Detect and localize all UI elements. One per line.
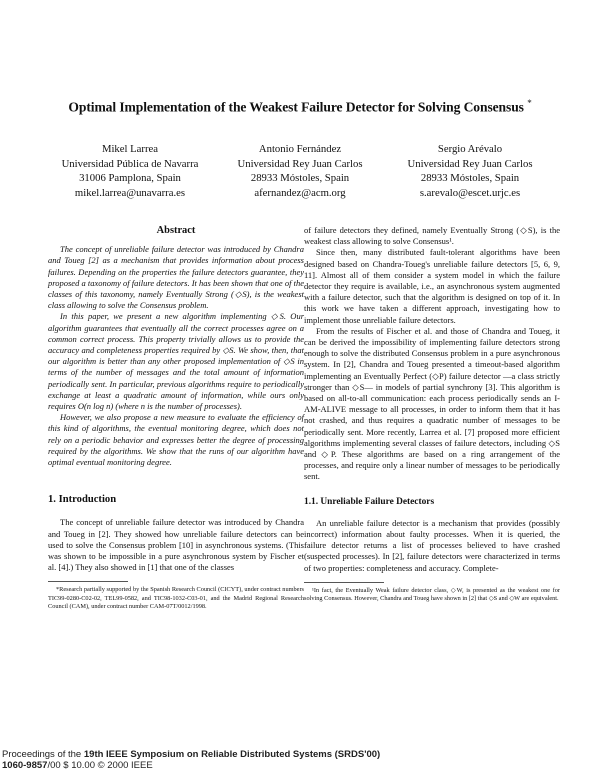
- body-paragraph: From the results of Fischer et al. and those of Chandra and Toueg, it can be derived the impossibility of implementing failure detectors strong enough to solve the distributed Consensus problem in a pure asynchronous system. In [2], Chandra and Toueg presented a timeout-based algorithm implementing an Eventually Perfect (◇P) failure detector —a class strictly stronger than ◇S— in models of partial synchrony [3]. This algorithm is based on all-to-all communication: each process periodically sends an I-AM-ALIVE message to all processes, in order to inform them that it has not crashed, and thus requires a quadratic number of messages to be periodically sent. More recently, Larrea et al. [7] proposed more efficient algorithms implementing several classes of failure detectors, including ◇S and ◇P. These algorithms are based on a ring arrangement of the processes, and require only a linear number of messages to be periodically sent.: [304, 325, 560, 482]
- author-city: 31006 Pamplona, Spain: [79, 172, 181, 184]
- author-email: s.arevalo@escet.urjc.es: [419, 186, 521, 199]
- abstract-section: [48, 225, 304, 468]
- subsection-heading: 1.1. Unreliable Failure Detectors: [304, 496, 435, 507]
- title-text: Optimal Implementation of the Weakest Failure Detector for Solving Consensus: [68, 99, 524, 115]
- right-column: [304, 225, 560, 603]
- paper-title: [30, 98, 570, 116]
- proceedings-footer: [2, 750, 380, 771]
- author-affiliation: Universidad Rey Juan Carlos: [237, 157, 363, 170]
- author-3: [380, 142, 560, 200]
- author-2: [210, 142, 390, 200]
- abstract-heading: Abstract: [156, 225, 196, 236]
- footnote-funding-text: *Research partially supported by the Spanish Research Council (CICYT), under contract numbers TIC99-0280-C02-02, TEL99-0582, and TIC98-1032-C03-01, and the Madrid Regional Research Council (CAM), under contract number CAM-07T/0012/1998.: [48, 586, 304, 610]
- issn: 1060-9857: [2, 759, 48, 771]
- proceedings-venue: 19th IEEE Symposium on Reliable Distributed Systems (SRDS'00): [83, 749, 381, 760]
- author-name: Antonio Fernández: [258, 143, 342, 155]
- author-affiliation: Universidad Rey Juan Carlos: [407, 157, 533, 170]
- price-copyright: /00 $ 10.00 © 2000 IEEE: [47, 759, 153, 771]
- footnote-weak-text: ¹In fact, the Eventually Weak failure detector class, ◇W, is presented as the weakest one for solving Consensus. However, Chandra and Toueg have shown in [2] that ◇S and ◇W are equivalent.: [304, 586, 560, 603]
- left-column: [48, 225, 304, 611]
- abstract-paragraph: In this paper, we present a new algorithm implementing ◇S. Our algorithm guarantees that eventually all the correct processes agree on a common correct process. This property trivially allows us to provide the accuracy and completeness properties required by ◇S. We show, then, that our algorithm is better than any other proposed implementation of ◇S in terms of the number of messages and the total amount of information periodically sent. In particular, previous algorithms require to periodically exchange at least a quadratic amount of information, while ours only requires O(n log n) (where n is the number of processes).: [48, 311, 304, 412]
- footnote-funding: [48, 586, 304, 611]
- abstract-paragraph: The concept of unreliable failure detector was introduced by Chandra and Toueg [2] as a mechanism that provides information about process failures. Depending on the properties the failure detectors guarantee, they proposed a taxonomy of failure detectors. It has been shown that one of the classes of this taxonomy, namely Eventually Strong (◇S), is the weakest class allowing to solve the Consensus problem.: [48, 244, 304, 311]
- author-email: afernandez@acm.org: [254, 186, 346, 199]
- proceedings-prefix: Proceedings of the: [2, 749, 82, 760]
- author-affiliation: Universidad Pública de Navarra: [61, 157, 199, 170]
- subsection-paragraph: An unreliable failure detector is a mechanism that provides (possibly incorrect) information about faulty processes. When it is queried, the failure detector returns a list of processes believed to have crashed (suspected processes). In [2], failure detectors were characterized in terms of two properties: completeness and accuracy. Complete-: [304, 517, 560, 573]
- footnote-divider: [304, 582, 384, 583]
- author-city: 28933 Móstoles, Spain: [250, 172, 350, 184]
- introduction-paragraph: The concept of unreliable failure detector was introduced by Chandra and Toueg in [2]. They showed how unreliable failure detectors can be used to solve the Consensus problem [10] in asynchronous systems. (This was shown to be impossible in a pure asynchronous system by Fischer et al. [4].) They also showed in [1] that one of the classes: [48, 517, 304, 573]
- author-city: 28933 Móstoles, Spain: [420, 172, 520, 184]
- body-paragraph: of failure detectors they defined, namely Eventually Strong (◇S), is the weakest class allowing to solve Consensus¹.: [304, 225, 560, 247]
- author-name: Sergio Arévalo: [437, 143, 503, 155]
- body-paragraph: Since then, many distributed fault-tolerant algorithms have been designed based on Chandra-Toueg's unreliable failure detectors [5, 6, 9, 11]. Almost all of them consider a system model in which the failure detector they require is available, i.e., an asynchronous system augmented with a failure detector, such that the algorithm is designed on top of it. In this work we have taken a different approach, investigating how to implement those unreliable failure detectors.: [304, 247, 560, 325]
- author-email: mikel.larrea@unavarra.es: [74, 186, 186, 199]
- footnote-divider: [48, 581, 128, 582]
- introduction-heading: 1. Introduction: [48, 494, 117, 506]
- author-1: [40, 142, 220, 200]
- author-name: Mikel Larrea: [101, 143, 159, 155]
- footnote-weak: [304, 587, 560, 603]
- title-footnote-mark: *: [527, 98, 532, 108]
- abstract-paragraph: However, we also propose a new measure to evaluate the efficiency of this kind of algorithms, the eventual monitoring degree, which does not rely on a periodic behavior and expresses better the degree of processing required by the algorithms. We show that the runs of our algorithm have optimal eventual monitoring degree.: [48, 412, 304, 468]
